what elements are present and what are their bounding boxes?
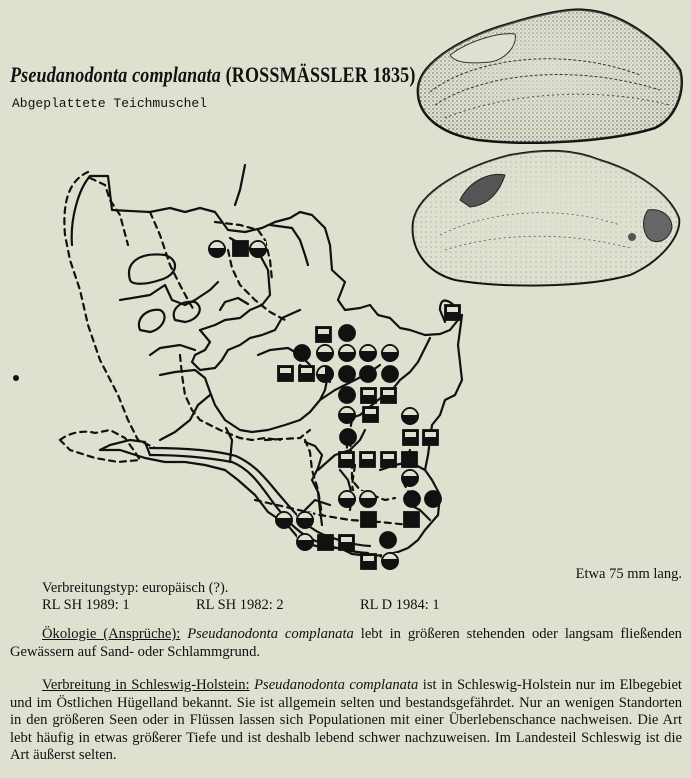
species-title	[10, 62, 416, 88]
red-list-sh-1989: RL SH 1989: 1	[42, 597, 130, 613]
distribution-paragraph	[10, 677, 682, 765]
size-note: Etwa 75 mm lang.	[575, 566, 682, 582]
ecology-heading: Ökologie (Ansprüche):	[42, 626, 181, 642]
ecology-text: lebt in größeren stehenden oder langsam fließenden Gewässern auf Sand- oder Schlammgrund.	[10, 626, 682, 660]
red-list-sh-1982: RL SH 1982: 2	[196, 597, 284, 613]
marker-half-circle	[209, 241, 225, 257]
author-year: (ROSSMÄSSLER 1835)	[225, 62, 416, 87]
ecology-paragraph	[10, 626, 682, 661]
distribution-text: ist in Schleswig-Holstein nur im Elbegebiet und im Östlichen Hügelland bekannt. Sie ist allgemein selten und bestandsgefährdet. Nur an wenigen Standorten in den größeren Seen oder in Flüssen lassen sich Populationen mit einer Überlebenschance nachweisen. Die Art lebt häufig in etwas größerer Tiefe und ist deshalb lebend schwer nachzuweisen. Im Landesteil Schleswig ist die Art äußerst selten.	[10, 677, 682, 763]
common-name: Abgeplattete Teichmuschel	[12, 96, 208, 111]
distribution-species: Pseudanodonta complanata	[254, 677, 419, 693]
ecology-species: Pseudanodonta complanata	[187, 626, 354, 642]
red-list-d-1984: RL D 1984: 1	[360, 597, 440, 613]
species-name: Pseudanodonta complanata	[10, 62, 221, 87]
distribution-type: Verbreitungstyp: europäisch (?).	[42, 580, 229, 596]
distribution-heading: Verbreitung in Schleswig-Holstein:	[42, 677, 250, 693]
marker-filled-square	[233, 241, 248, 256]
